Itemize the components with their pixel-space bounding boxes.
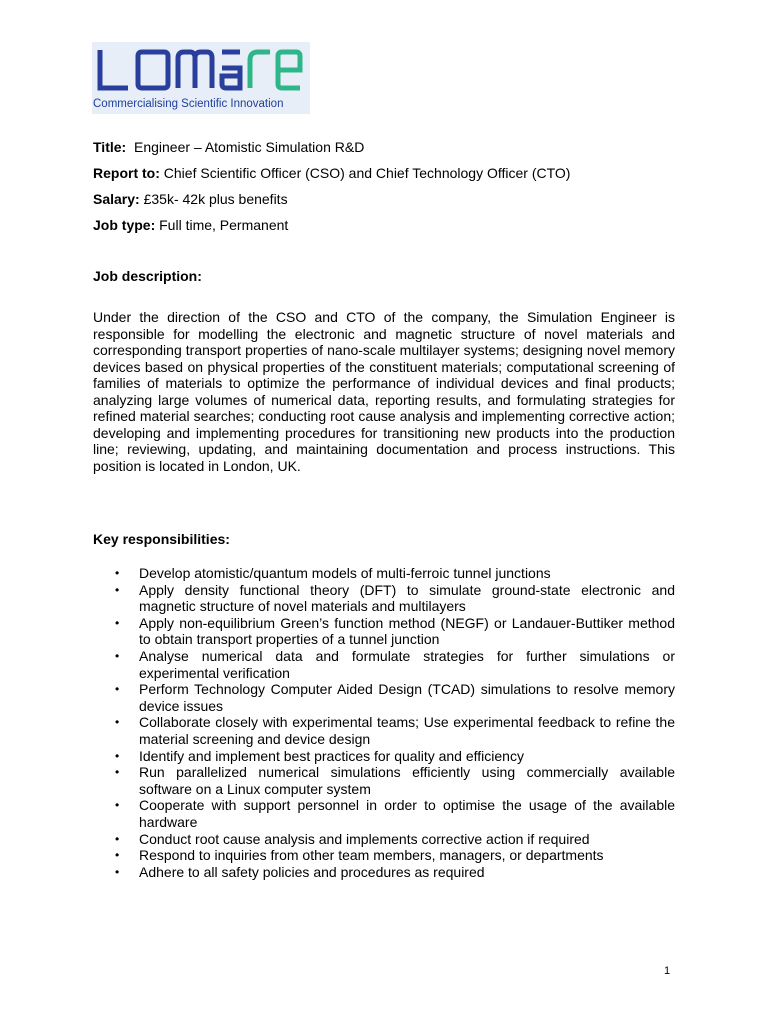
key-responsibilities-heading: Key responsibilities: (93, 531, 230, 547)
title-label: Title: (93, 139, 127, 155)
job-type-field (93, 217, 288, 233)
responsibilities-list (93, 565, 675, 880)
company-logo (92, 42, 310, 114)
logo-tagline: Commercialising Scientific Innovation (93, 98, 284, 110)
list-item: • Apply density functional theory (DFT) to simulate ground-state electronic and magnetic structure of novel materials and multilayers (93, 582, 675, 615)
list-item: • Adhere to all safety policies and procedures as required (93, 864, 675, 881)
list-item: • Identify and implement best practices for quality and efficiency (93, 748, 675, 765)
page-number: 1 (664, 965, 671, 977)
list-item: • Collaborate closely with experimental teams; Use experimental feedback to refine the material screening and device design (93, 714, 675, 747)
logo-wordmark (94, 44, 306, 96)
job-description-text: Under the direction of the CSO and CTO of the company, the Simulation Engineer is responsible for modelling the electronic and magnetic structure of novel materials and corresponding transport properties of nano-scale multilayer systems; designing novel memory devices based on physical properties of the constituent materials; computational screening of families of materials to optimize the performance of individual devices and final products; analyzing large volumes of numerical data, reporting results, and formulating strategies for refined material searches; conducting root cause analysis and implementing corrective action; developing and implementing procedures for transitioning new products into the production line; reviewing, updating, and maintaining documentation and process instructions. This position is located in London, UK. (93, 309, 675, 474)
title-field (93, 139, 364, 155)
job-type-value: Full time, Permanent (159, 217, 289, 233)
list-item: • Analyse numerical data and formulate strategies for further simulations or experimental verification (93, 648, 675, 681)
job-type-label: Job type: (93, 217, 156, 233)
salary-field (93, 191, 288, 207)
salary-label: Salary: (93, 191, 140, 207)
list-item: • Run parallelized numerical simulations efficiently using commercially available software on a Linux computer system (93, 764, 675, 797)
report-to-value: Chief Scientific Officer (CSO) and Chief Technology Officer (CTO) (163, 165, 571, 181)
list-item: • Conduct root cause analysis and implements corrective action if required (93, 831, 675, 848)
salary-value: £35k- 42k plus benefits (143, 191, 288, 207)
list-item: • Apply non-equilibrium Green’s function method (NEGF) or Landauer-Buttiker method to obtain transport properties of a tunnel junction (93, 615, 675, 648)
job-description-heading: Job description: (93, 268, 202, 284)
list-item: • Perform Technology Computer Aided Design (TCAD) simulations to resolve memory device issues (93, 681, 675, 714)
list-item: • Develop atomistic/quantum models of multi-ferroic tunnel junctions (93, 565, 675, 582)
title-value: Engineer – Atomistic Simulation R&D (133, 139, 365, 155)
list-item: • Respond to inquiries from other team members, managers, or departments (93, 847, 675, 864)
list-item: • Cooperate with support personnel in order to optimise the usage of the available hardware (93, 797, 675, 830)
report-to-field (93, 165, 570, 181)
report-to-label: Report to: (93, 165, 160, 181)
